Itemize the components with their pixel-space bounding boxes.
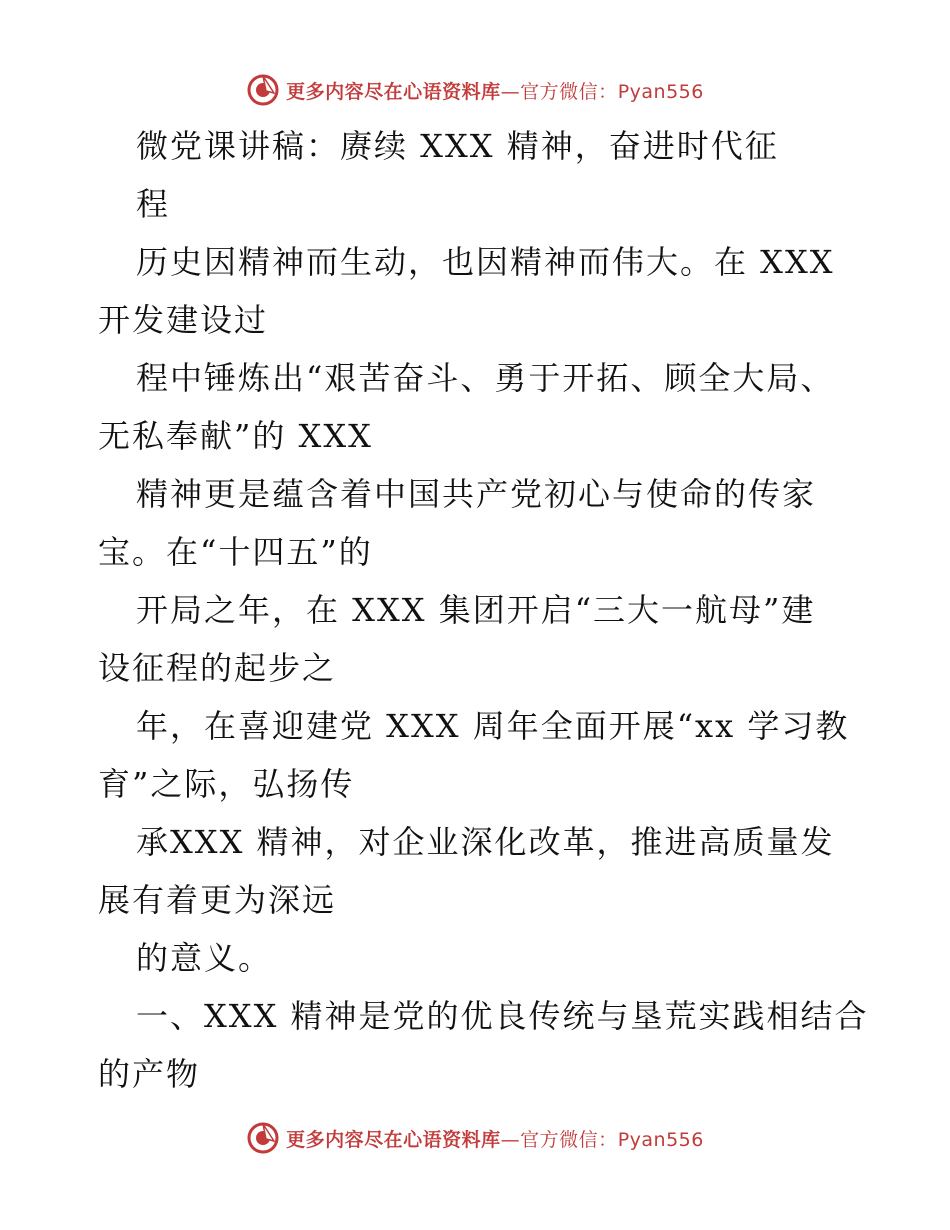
doc-title-line-2: 程	[136, 185, 171, 223]
footer-brand: 更多内容尽在心语资料库	[286, 1128, 501, 1151]
paragraph-line: 宝。在“十四五”的	[98, 533, 373, 571]
header-dash: —	[500, 80, 521, 103]
paragraph-line: 无私奉献”的 XXX	[98, 417, 373, 455]
paragraph-line: 承XXX 精神，对企业深化改革，推进高质量发	[136, 823, 835, 861]
header-wechat-label: 官方微信：	[520, 80, 618, 103]
header-wechat-id: Pyan556	[617, 80, 704, 103]
header-banner	[0, 70, 950, 110]
section-heading-line: 一、XXX 精神是党的优良传统与垦荒实践相结合	[136, 997, 869, 1035]
header-brand: 更多内容尽在心语资料库	[286, 80, 501, 103]
brand-logo-icon	[246, 1121, 280, 1155]
brand-logo-icon	[246, 73, 280, 107]
footer-banner-text	[286, 1125, 704, 1152]
paragraph-line: 育”之际，弘扬传	[98, 765, 355, 803]
section-heading-line: 的产物	[98, 1055, 201, 1093]
paragraph-line: 历史因精神而生动，也因精神而伟大。在 XXX	[136, 243, 835, 281]
paragraph-line: 程中锤炼出“艰苦奋斗、勇于开拓、顾全大局、	[136, 359, 835, 397]
paragraph-line: 精神更是蕴含着中国共产党初心与使命的传家	[136, 475, 817, 513]
footer-banner	[0, 1118, 950, 1158]
paragraph-line: 开局之年，在 XXX 集团开启“三大一航母”建	[136, 591, 816, 629]
paragraph-line: 展有着更为深远	[98, 881, 337, 919]
footer-wechat-id: Pyan556	[617, 1128, 704, 1151]
doc-title-line-1: 微党课讲稿：赓续 XXX 精神，奋进时代征	[136, 127, 779, 165]
paragraph-line: 开发建设过	[98, 301, 269, 339]
paragraph-line: 的意义。	[136, 939, 273, 977]
paragraph-line: 年，在喜迎建党 XXX 周年全面开展“xx 学习教	[136, 707, 850, 745]
paragraph-line: 设征程的起步之	[98, 649, 337, 687]
header-banner-text	[286, 77, 704, 104]
document-body	[98, 118, 878, 1104]
footer-wechat-label: 官方微信：	[520, 1128, 618, 1151]
footer-dash: —	[500, 1128, 521, 1151]
